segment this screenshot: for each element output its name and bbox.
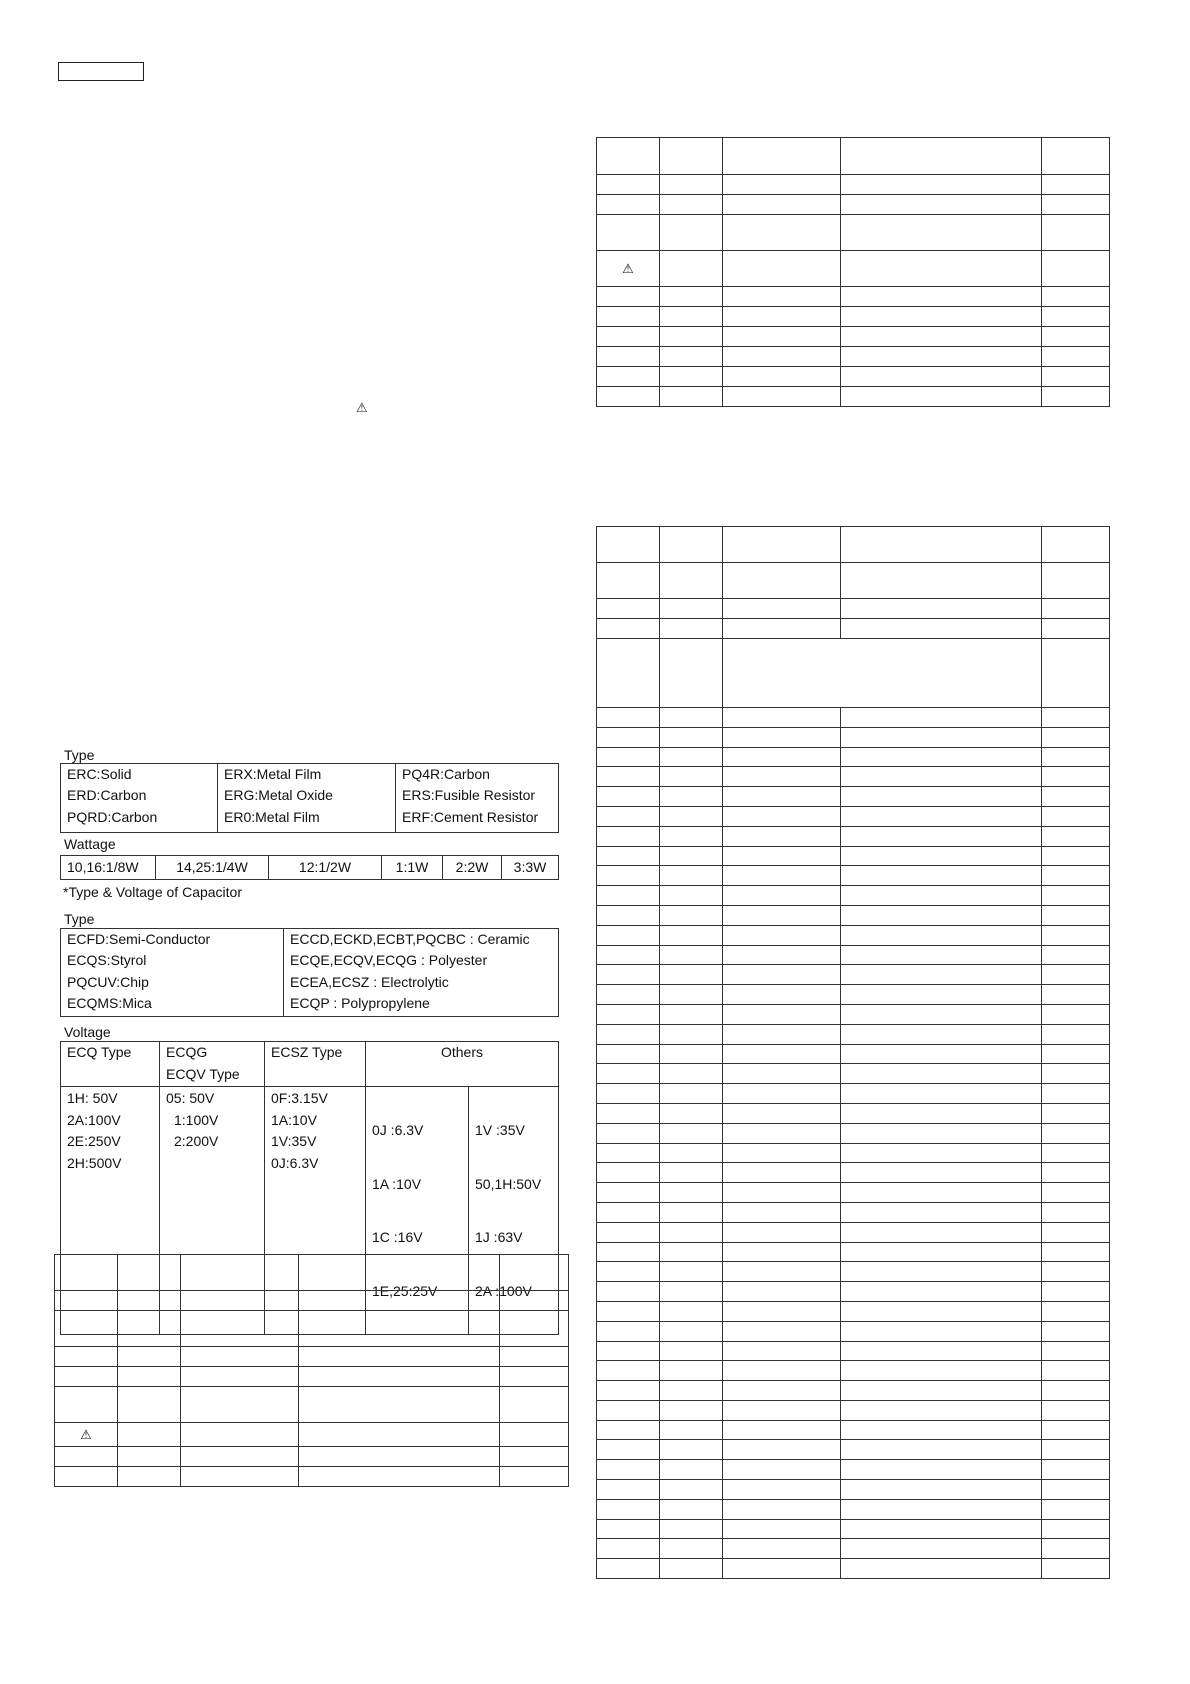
- wattage-cell: 2:2W: [443, 856, 502, 880]
- voltage-ecsz-values: 0F:3.15V 1A:10V 1V:35V 0J:6.3V: [265, 1087, 366, 1335]
- wattage-cell: 10,16:1/8W: [61, 856, 156, 880]
- wattage-cell: 12:1/2W: [269, 856, 382, 880]
- wattage-table: [60, 855, 559, 880]
- parts-table-left: [54, 1254, 569, 1487]
- resistor-type-col-1: ERC:Solid ERD:Carbon PQRD:Carbon: [61, 764, 218, 833]
- parts-table-right-top: [596, 137, 1110, 407]
- capacitor-type-label: Type: [64, 911, 95, 927]
- voltage-label: Voltage: [64, 1024, 111, 1040]
- resistor-type-col-2: ERX:Metal Film ERG:Metal Oxide ER0:Metal Film: [218, 764, 396, 833]
- header-box: [58, 62, 144, 81]
- voltage-ecqg-values: 05: 50V 1:100V 2:200V: [160, 1087, 265, 1335]
- wattage-label: Wattage: [64, 836, 116, 852]
- voltage-ecq-values: 1H: 50V 2A:100V 2E:250V 2H:500V: [61, 1087, 160, 1335]
- resistor-type-col-3: PQ4R:Carbon ERS:Fusible Resistor ERF:Cement Resistor: [396, 764, 559, 833]
- capacitor-title: *Type & Voltage of Capacitor: [63, 884, 242, 900]
- voltage-header-ecqg: ECQG ECQV Type: [160, 1042, 265, 1087]
- resistor-type-table: [60, 763, 559, 833]
- voltage-header-ecq: ECQ Type: [61, 1042, 160, 1087]
- wattage-cell: 3:3W: [502, 856, 559, 880]
- voltage-header-others: Others: [366, 1042, 559, 1087]
- wattage-cell: 14,25:1/4W: [156, 856, 269, 880]
- voltage-header-ecsz: ECSZ Type: [265, 1042, 366, 1087]
- parts-table-right-bottom: [596, 526, 1110, 1579]
- capacitor-type-table: [60, 928, 559, 1017]
- voltage-others-values-b: 1V :35V 50,1H:50V 1J :63V 2A :100V: [469, 1087, 559, 1335]
- capacitor-type-col-1: ECFD:Semi-Conductor ECQS:Styrol PQCUV:Chip ECQMS:Mica: [61, 929, 284, 1017]
- resistor-type-label: Type: [64, 747, 95, 763]
- warning-icon: ⚠: [356, 400, 368, 415]
- voltage-others-values-a: 0J :6.3V 1A :10V 1C :16V 1E,25:25V: [366, 1087, 469, 1335]
- capacitor-type-col-2: ECCD,ECKD,ECBT,PQCBC : Ceramic ECQE,ECQV,ECQG : Polyester ECEA,ECSZ : Electrolytic ECQP : Polypropylene: [284, 929, 559, 1017]
- warning-icon: ⚠: [597, 251, 660, 287]
- warning-icon: ⚠: [55, 1423, 118, 1447]
- wattage-cell: 1:1W: [382, 856, 443, 880]
